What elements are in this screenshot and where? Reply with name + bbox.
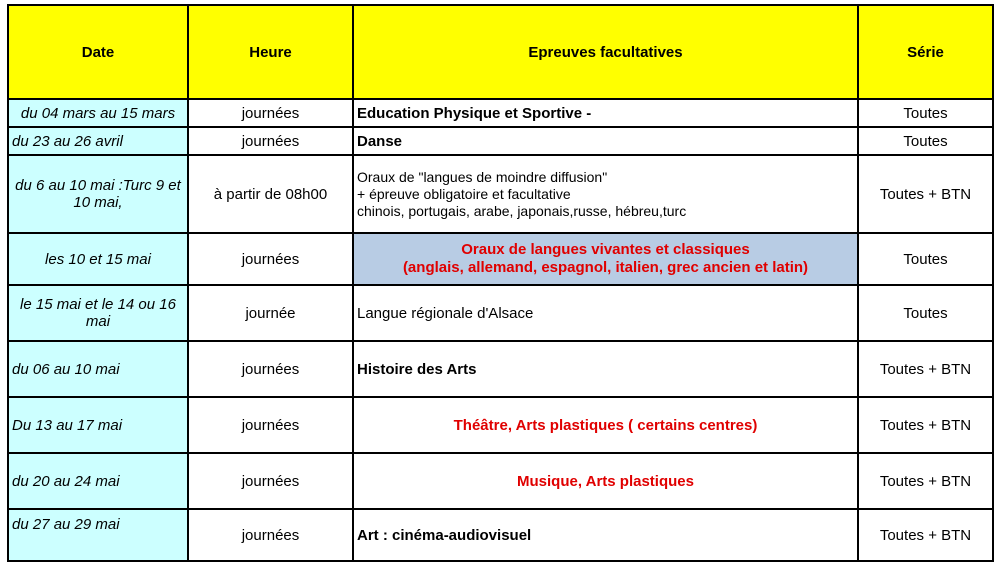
serie-cell: Toutes <box>858 233 993 285</box>
epreuve-line: Oraux de langues vivantes et classiques <box>461 241 750 258</box>
epreuve-cell: Danse <box>353 127 858 155</box>
serie-cell: Toutes + BTN <box>858 341 993 397</box>
epreuve-cell: Musique, Arts plastiques <box>353 453 858 509</box>
header-serie: Série <box>858 5 993 99</box>
epreuve-line: (anglais, allemand, espagnol, italien, grec ancien et latin) <box>402 259 809 276</box>
serie-cell: Toutes + BTN <box>858 509 993 561</box>
date-text: du 27 au 29 mai <box>12 516 120 533</box>
table-row <box>8 233 993 285</box>
heure-cell: journées <box>188 127 353 155</box>
epreuve-line: + épreuve obligatoire et facultative <box>357 185 571 202</box>
table-row <box>8 509 993 561</box>
table-row <box>8 127 993 155</box>
heure-cell: à partir de 08h00 <box>188 155 353 233</box>
date-cell: du 20 au 24 mai <box>8 453 188 509</box>
serie-cell: Toutes + BTN <box>858 155 993 233</box>
date-cell: du 23 au 26 avril <box>8 127 188 155</box>
heure-cell: journée <box>188 285 353 341</box>
header-date: Date <box>8 5 188 99</box>
date-cell: les 10 et 15 mai <box>8 233 188 285</box>
epreuve-cell <box>353 155 858 233</box>
date-cell: du 6 au 10 mai :Turc 9 et 10 mai, <box>8 155 188 233</box>
serie-cell: Toutes <box>858 285 993 341</box>
heure-cell: journées <box>188 341 353 397</box>
date-cell: du 06 au 10 mai <box>8 341 188 397</box>
epreuve-cell: Histoire des Arts <box>353 341 858 397</box>
table-row <box>8 397 993 453</box>
exam-schedule-table <box>7 4 994 562</box>
heure-cell: journées <box>188 233 353 285</box>
table-row <box>8 155 993 233</box>
epreuve-line: Oraux de "langues de moindre diffusion" <box>357 168 608 185</box>
date-cell: Du 13 au 17 mai <box>8 397 188 453</box>
table-row <box>8 99 993 127</box>
serie-cell: Toutes <box>858 99 993 127</box>
heure-cell: journées <box>188 453 353 509</box>
epreuve-line: chinois, portugais, arabe, japonais,russe, hébreu,turc <box>357 202 687 219</box>
epreuve-cell-highlighted <box>353 233 858 285</box>
epreuve-cell: Art : cinéma-audiovisuel <box>353 509 858 561</box>
header-epreuves: Epreuves facultatives <box>353 5 858 99</box>
date-cell: du 04 mars au 15 mars <box>8 99 188 127</box>
date-cell: le 15 mai et le 14 ou 16 mai <box>8 285 188 341</box>
serie-cell: Toutes <box>858 127 993 155</box>
date-cell <box>8 509 188 561</box>
heure-cell: journées <box>188 397 353 453</box>
serie-cell: Toutes + BTN <box>858 397 993 453</box>
heure-cell: journées <box>188 509 353 561</box>
epreuve-cell: Education Physique et Sportive - <box>353 99 858 127</box>
header-row <box>8 5 993 99</box>
table-row <box>8 285 993 341</box>
table-row <box>8 341 993 397</box>
table-row <box>8 453 993 509</box>
epreuve-cell: Théâtre, Arts plastiques ( certains centres) <box>353 397 858 453</box>
heure-cell: journées <box>188 99 353 127</box>
header-heure: Heure <box>188 5 353 99</box>
serie-cell: Toutes + BTN <box>858 453 993 509</box>
epreuve-cell: Langue régionale d'Alsace <box>353 285 858 341</box>
